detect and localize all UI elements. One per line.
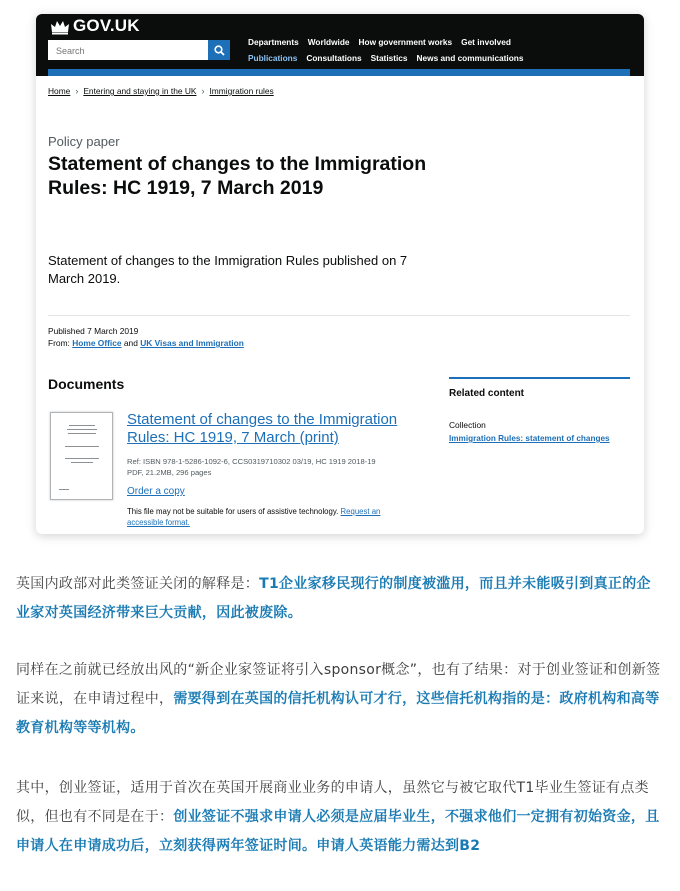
order-copy-link[interactable]: Order a copy bbox=[127, 486, 185, 497]
thumb-line bbox=[65, 446, 99, 447]
thumb-line bbox=[59, 489, 69, 490]
collection-link[interactable]: Immigration Rules: statement of changes bbox=[449, 434, 610, 443]
nav-get-involved[interactable]: Get involved bbox=[461, 37, 511, 47]
org-link-home-office[interactable]: Home Office bbox=[72, 338, 122, 348]
nav-worldwide[interactable]: Worldwide bbox=[307, 37, 350, 47]
search-icon bbox=[214, 45, 225, 56]
related-heading: Related content bbox=[449, 388, 525, 399]
published-date: Published 7 March 2019 bbox=[48, 326, 139, 336]
search-input[interactable] bbox=[49, 42, 207, 60]
thumb-line bbox=[68, 433, 96, 434]
nav-departments[interactable]: Departments bbox=[248, 37, 299, 47]
nav-how-government-works[interactable]: How government works bbox=[358, 37, 453, 47]
attachment-meta bbox=[127, 456, 376, 478]
search-field[interactable] bbox=[48, 40, 208, 60]
page-summary: Statement of changes to the Immigration Rules published on 7 March 2019. bbox=[48, 253, 408, 286]
nav-publications[interactable]: Publications bbox=[248, 53, 298, 63]
chevron-right-icon: › bbox=[201, 86, 205, 96]
nav-news-and-communications[interactable]: News and communications bbox=[416, 53, 524, 63]
from-line bbox=[48, 337, 244, 349]
page-title: Statement of changes to the Immigration Rules: HC 1919, 7 March 2019 bbox=[48, 153, 427, 199]
org-link-ukvi[interactable]: UK Visas and Immigration bbox=[140, 338, 244, 348]
header-blue-band bbox=[48, 69, 630, 76]
crown-icon bbox=[50, 19, 70, 35]
attachment-ref: Ref: ISBN 978-1-5286-1092-6, CCS0319710302 03/19, HC 1919 2018-19 bbox=[127, 457, 376, 466]
breadcrumb bbox=[48, 86, 274, 96]
attachment-file-info: PDF, 21.2MB, 296 pages bbox=[127, 468, 212, 477]
p2-highlight: 需要得到在英国的信托机构认可才行，这些信托机构指的是：政府机构和高等教育机构等等机构。 bbox=[16, 691, 660, 736]
nav-consultations[interactable]: Consultations bbox=[306, 53, 362, 63]
document-thumbnail[interactable] bbox=[50, 412, 113, 500]
thumb-line bbox=[67, 429, 97, 430]
p1-highlight: T1企业家移民现行的制度被滥用，而且并未能吸引到真正的企业家对英国经济带来巨大贡献，因此被废除。 bbox=[16, 576, 651, 621]
p3-highlight: 创业签证不强求申请人必须是应届毕业生，不强求他们一定拥有初始资金，且申请人在申请成功后，立刻获得两年签证时间。申请人英语能力需达到B2 bbox=[16, 809, 660, 854]
thumb-line bbox=[65, 458, 99, 459]
nav-statistics[interactable]: Statistics bbox=[370, 53, 408, 63]
p3-text: 其中，创业签证，适用于首次在英国开展商业业务的申请人，虽然它与被它取代T1毕业生签证有点类似，但也有不同是在于： bbox=[16, 780, 649, 825]
from-label: From: bbox=[48, 338, 70, 348]
breadcrumb-home[interactable]: Home bbox=[48, 86, 71, 96]
attachment-title-link[interactable]: Statement of changes to the Immigration Rules: HC 1919, 7 March (print) bbox=[127, 411, 398, 446]
article-paragraph-1 bbox=[16, 570, 664, 628]
govuk-logo[interactable]: GOV.UK bbox=[73, 16, 140, 35]
thumb-line bbox=[71, 462, 93, 463]
accessibility-text: This file may not be suitable for users of assistive technology. bbox=[127, 507, 339, 516]
divider bbox=[48, 315, 630, 316]
breadcrumb-immigration-rules[interactable]: Immigration rules bbox=[209, 86, 274, 96]
document-type: Policy paper bbox=[48, 134, 120, 149]
p2-text: 同样在之前就已经放出风的“新企业家签证将引入sponsor概念”，也有了结果：对于创业签证和创新签证来说，在申请过程中， bbox=[16, 662, 661, 707]
request-accessible-format-link[interactable]: Request an accessible format. bbox=[127, 507, 381, 527]
govuk-header bbox=[36, 14, 644, 76]
collection-label: Collection bbox=[449, 420, 486, 430]
article-paragraph-3 bbox=[16, 774, 664, 861]
article-paragraph-2 bbox=[16, 656, 664, 743]
documents-heading: Documents bbox=[48, 376, 125, 392]
related-content bbox=[449, 377, 630, 443]
p1-text: 英国内政部对此类签证关闭的解释是： bbox=[16, 576, 260, 592]
breadcrumb-entering-staying[interactable]: Entering and staying in the UK bbox=[83, 86, 197, 96]
govuk-screenshot bbox=[36, 14, 644, 534]
search-button[interactable] bbox=[208, 40, 230, 60]
chevron-right-icon: › bbox=[75, 86, 79, 96]
main-nav bbox=[248, 37, 524, 69]
thumb-line bbox=[69, 425, 95, 426]
from-and: and bbox=[123, 338, 138, 348]
publication-meta bbox=[48, 325, 244, 349]
accessibility-notice bbox=[127, 506, 417, 528]
